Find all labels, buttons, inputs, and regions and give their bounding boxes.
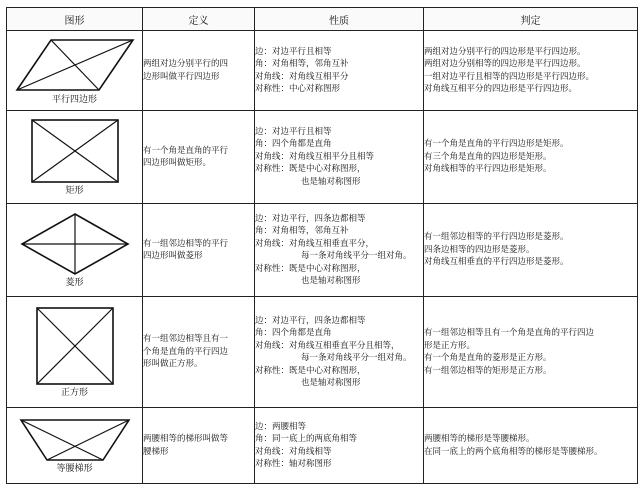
properties-cell bbox=[255, 408, 424, 484]
property-line: 每一条对角线平分一组对角。 bbox=[301, 353, 412, 363]
property-line: 每一条对角线平分一组对角。 bbox=[301, 251, 412, 261]
definition-line: 形叫做正方形。 bbox=[143, 359, 203, 370]
definition-line: 四边形叫做菱形 bbox=[143, 251, 203, 261]
criteria-cell bbox=[424, 297, 638, 408]
definition-line: 腰梯形 bbox=[143, 446, 169, 457]
properties-cell bbox=[255, 111, 424, 204]
definition-line: 两组对边分别平行的四 bbox=[143, 59, 229, 69]
table-row-rectangle bbox=[7, 111, 638, 204]
property-line: 对角线：对角线互相平分 bbox=[255, 71, 349, 82]
property-line: 对角线：对角线互相垂直平分， bbox=[255, 238, 375, 249]
criteria-line: 两组对边分别平行的四边形是平行四边形。 bbox=[424, 46, 586, 57]
criteria-line: 有三个角是直角的四边形是矩形。 bbox=[424, 151, 552, 162]
table-row-square bbox=[7, 297, 638, 408]
criteria-line: 有一个角是直角的菱形是正方形。 bbox=[424, 353, 552, 363]
square-figure bbox=[35, 306, 115, 386]
property-line: 角：四个角都是直角 bbox=[255, 328, 332, 338]
properties-cell bbox=[255, 204, 424, 297]
definition-cell bbox=[143, 31, 255, 111]
definition-line: 有一组邻边相等且有一 bbox=[143, 334, 229, 345]
rectangle-figure bbox=[30, 118, 120, 184]
property-line: 也是轴对称图形 bbox=[301, 176, 361, 187]
property-line: 边：对边平行，四条边都相等 bbox=[255, 213, 366, 224]
property-line: 对称性：既是中心对称图形， bbox=[255, 164, 366, 175]
header-definition: 定义 bbox=[143, 8, 255, 31]
header-criteria: 判定 bbox=[424, 8, 638, 31]
criteria-line: 两组对边分别相等的四边形是平行四边形。 bbox=[424, 59, 586, 69]
criteria-line: 一组对边平行且相等的四边形是平行四边形。 bbox=[424, 71, 595, 82]
shape-name: 菱形 bbox=[65, 278, 84, 288]
property-line: 边：对边平行且相等 bbox=[255, 126, 332, 137]
property-line: 边：对边平行且相等 bbox=[255, 46, 332, 57]
criteria-cell bbox=[424, 204, 638, 297]
criteria-line: 对角线互相垂直的平行四边形是菱形。 bbox=[424, 257, 569, 268]
property-line: 对称性：中心对称图形 bbox=[255, 84, 341, 94]
rhombus-figure bbox=[20, 212, 130, 276]
property-line: 对角线：对角线互相垂直平分且相等， bbox=[255, 340, 400, 351]
properties-cell bbox=[255, 31, 424, 111]
criteria-line: 两腰相等的梯形是等腰梯形。 bbox=[424, 434, 535, 444]
property-line: 对称性：既是中心对称图形， bbox=[255, 365, 366, 376]
shape-cell bbox=[7, 111, 143, 204]
shape-cell bbox=[7, 31, 143, 111]
shape-name: 平行四边形 bbox=[51, 94, 97, 105]
header-shape: 图形 bbox=[7, 8, 143, 31]
criteria-cell bbox=[424, 408, 638, 484]
header-row bbox=[7, 8, 638, 31]
property-line: 边：对边平行，四条边都相等 bbox=[255, 315, 366, 326]
property-line: 也是轴对称图形 bbox=[301, 276, 361, 286]
property-line: 角：对角相等，邻角互补 bbox=[255, 226, 349, 236]
shape-cell bbox=[7, 408, 143, 484]
property-line: 对称性：既是中心对称图形， bbox=[255, 263, 366, 274]
shape-name: 矩形 bbox=[65, 186, 84, 196]
table-row-parallelogram bbox=[7, 31, 638, 111]
definition-line: 个角是直角的平行四边 bbox=[143, 346, 229, 357]
property-line: 对角线：对角线互相平分且相等 bbox=[255, 151, 375, 162]
property-line: 角：四个角都是直角 bbox=[255, 139, 332, 150]
criteria-line: 对角线相等的平行四边形是矩形。 bbox=[424, 164, 552, 175]
definition-line: 四边形叫做矩形。 bbox=[143, 158, 212, 168]
header-properties: 性质 bbox=[255, 8, 424, 31]
property-line: 角：同一底上的两底角相等 bbox=[255, 434, 358, 444]
criteria-line: 形是正方形。 bbox=[424, 340, 476, 351]
criteria-line: 在同一底上的两个底角相等的梯形是等腰梯形。 bbox=[424, 446, 603, 457]
shape-name: 正方形 bbox=[60, 388, 88, 398]
shape-cell bbox=[7, 297, 143, 408]
criteria-line: 有一组邻边相等的平行四边形是菱形。 bbox=[424, 232, 569, 243]
table-row-isosceles-trapezoid bbox=[7, 408, 638, 484]
isosceles-trapezoid-figure bbox=[19, 418, 131, 462]
quadrilateral-table bbox=[6, 7, 638, 484]
parallelogram-figure bbox=[15, 37, 135, 93]
definition-line: 边形叫做平行四边形 bbox=[143, 71, 220, 82]
property-line: 边：两腰相等 bbox=[255, 421, 307, 432]
definition-line: 有一个角是直角的平行 bbox=[143, 145, 229, 156]
property-line: 对角线：对角线相等 bbox=[255, 446, 332, 457]
definition-line: 两腰相等的梯形叫做等 bbox=[143, 434, 229, 444]
property-line: 对称性：轴对称图形 bbox=[255, 459, 332, 469]
definition-cell bbox=[143, 408, 255, 484]
properties-cell bbox=[255, 297, 424, 408]
definition-cell bbox=[143, 204, 255, 297]
criteria-line: 有一组邻边相等的矩形是正方形。 bbox=[424, 365, 552, 376]
table-row-rhombus bbox=[7, 204, 638, 297]
criteria-line: 对角线互相平分的四边形是平行四边形。 bbox=[424, 84, 578, 94]
definition-cell bbox=[143, 297, 255, 408]
criteria-line: 有一个角是直角的平行四边形是矩形。 bbox=[424, 139, 569, 150]
definition-cell bbox=[143, 111, 255, 204]
shape-cell bbox=[7, 204, 143, 297]
shape-name: 等腰梯形 bbox=[56, 463, 93, 474]
criteria-cell bbox=[424, 31, 638, 111]
criteria-line: 四条边相等的四边形是菱形。 bbox=[424, 244, 535, 255]
definition-line: 有一组邻边相等的平行 bbox=[143, 238, 229, 249]
criteria-line: 有一组邻边相等且有一个角是直角的平行四边 bbox=[424, 328, 595, 338]
property-line: 角：对角相等，邻角互补 bbox=[255, 59, 349, 69]
criteria-cell bbox=[424, 111, 638, 204]
property-line: 也是轴对称图形 bbox=[301, 378, 361, 388]
